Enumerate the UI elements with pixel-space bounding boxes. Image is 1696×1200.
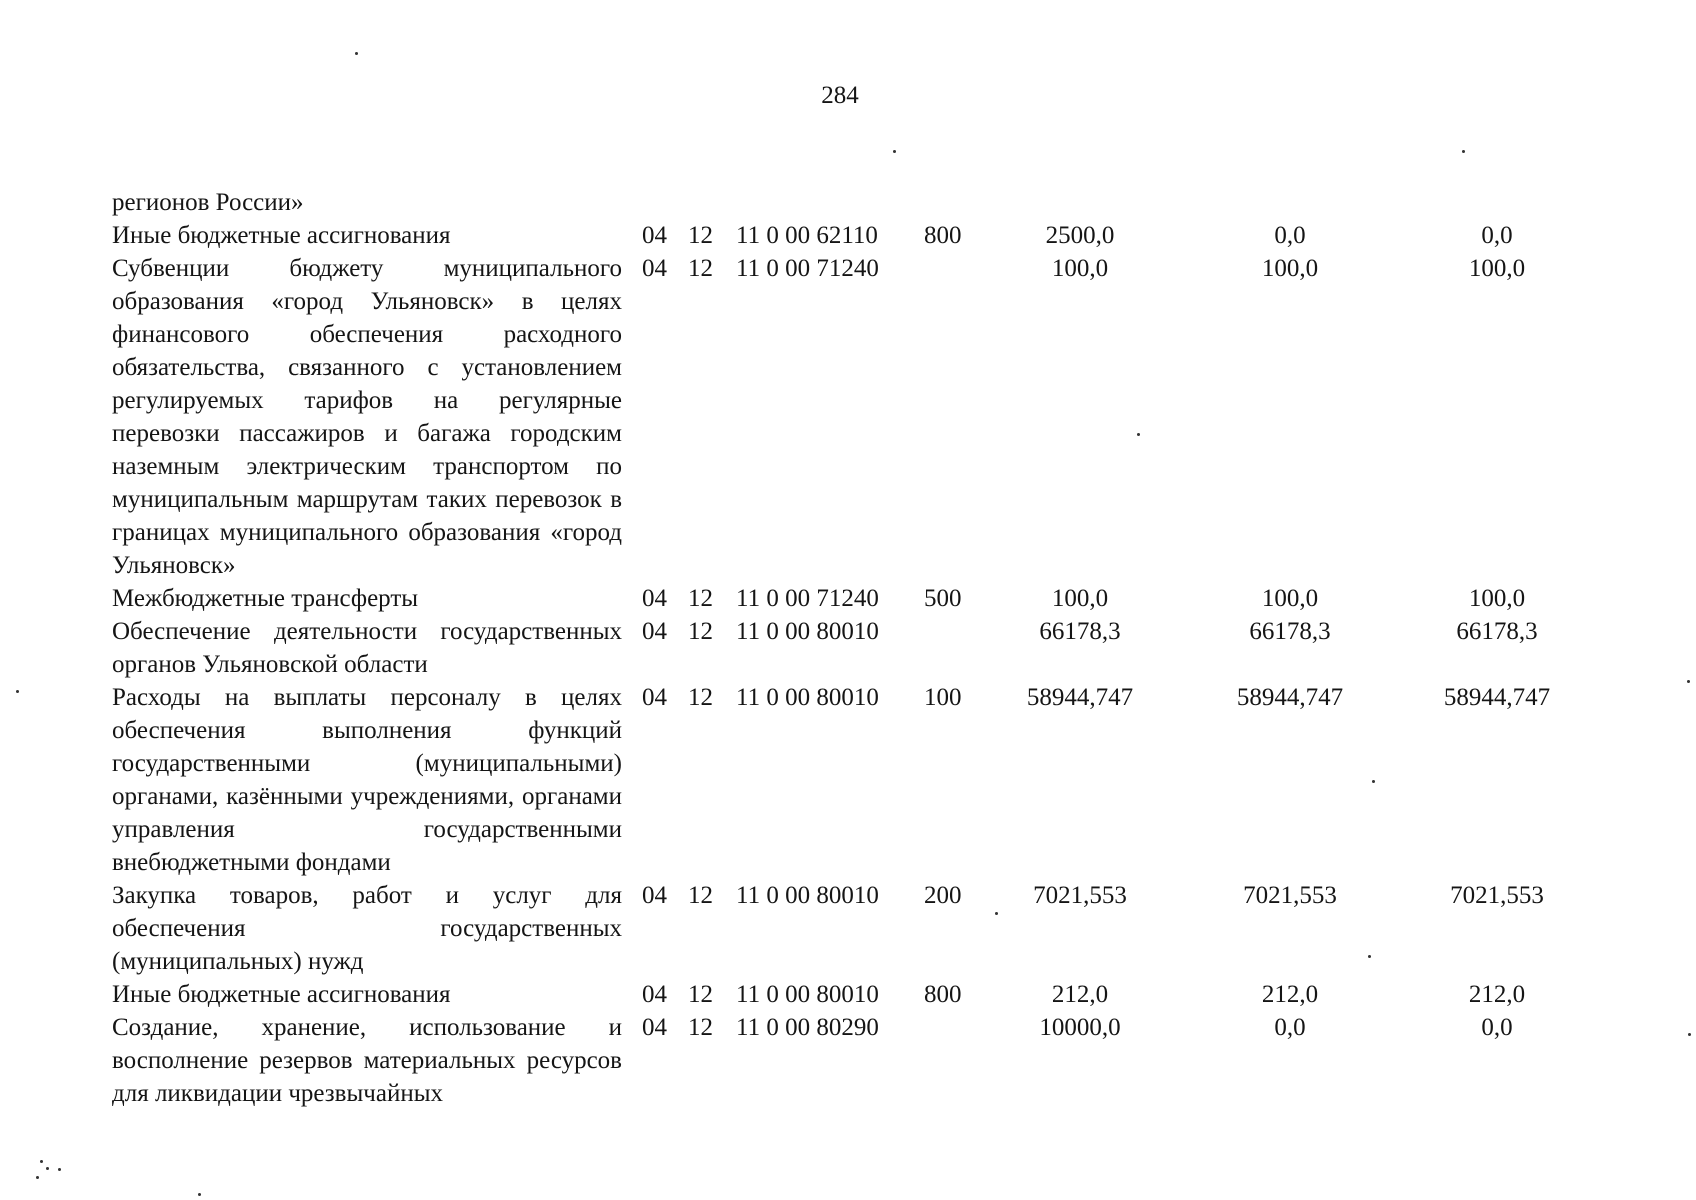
section-code: 04 [642, 1014, 667, 1041]
amount-year-1: 7021,553 [1033, 882, 1127, 909]
amount-year-1: 100,0 [1051, 255, 1109, 282]
scan-speck [1687, 680, 1690, 683]
amount-year-2: 100,0 [1261, 585, 1319, 612]
amount-year-1: 2500,0 [1045, 222, 1115, 249]
subsection-code: 12 [688, 882, 713, 909]
subsection-code: 12 [688, 222, 713, 249]
table-row [112, 252, 1572, 582]
amount-year-1: 66178,3 [1039, 618, 1121, 645]
table-row [112, 582, 1572, 615]
section-code: 04 [642, 222, 667, 249]
section-code: 04 [642, 585, 667, 612]
amount-year-3: 100,0 [1468, 255, 1526, 282]
amount-year-3: 7021,553 [1450, 882, 1544, 909]
row-description: Расходы на выплаты персоналу в целях обеспечения выполнения функций государственными (муниципальными) органами, казёнными учреждениями, органами управления государственными внебюджетными фондами [112, 684, 622, 876]
target-article-code: 11 0 00 80010 [736, 882, 879, 909]
amount-year-2: 58944,747 [1236, 684, 1344, 711]
amount-year-2: 0,0 [1274, 1014, 1306, 1041]
scan-speck [58, 1168, 61, 1171]
target-article-code: 11 0 00 71240 [736, 585, 879, 612]
amount-year-3: 58944,747 [1443, 684, 1551, 711]
subsection-code: 12 [688, 684, 713, 711]
table-row [112, 219, 1572, 252]
row-description: Межбюджетные трансферты [112, 585, 419, 612]
row-description: Субвенции бюджету муниципального образования «город Ульяновск» в целях финансового обеспечения расходного обязательства, связанного с установлением регулируемых тарифов на регулярные перевозки пассажиров и багажа городским наземным электрическим транспортом по муниципальным маршрутам таких перевозок в границах муниципального образования «город Ульяновск» [112, 255, 622, 579]
scan-speck [198, 1193, 201, 1196]
amount-year-1: 212,0 [1051, 981, 1109, 1008]
scan-speck [1137, 433, 1140, 436]
table-row [112, 879, 1572, 978]
amount-year-1: 58944,747 [1026, 684, 1134, 711]
table-row [112, 186, 1572, 219]
row-description: Иные бюджетные ассигнования [112, 981, 451, 1008]
subsection-code: 12 [688, 981, 713, 1008]
amount-year-1: 100,0 [1051, 585, 1109, 612]
expense-type-code: 500 [924, 585, 962, 612]
target-article-code: 11 0 00 80290 [736, 1014, 879, 1041]
scan-speck [16, 690, 19, 693]
scan-speck [36, 1176, 39, 1179]
table-row [112, 978, 1572, 1011]
row-description: Закупка товаров, работ и услуг для обеспечения государственных (муниципальных) нужд [112, 882, 622, 975]
row-description: Иные бюджетные ассигнования [112, 222, 451, 249]
page-number: 284 [821, 82, 859, 109]
row-description: регионов России» [112, 189, 304, 216]
table-row [112, 1011, 1572, 1110]
expense-type-code: 200 [924, 882, 962, 909]
target-article-code: 11 0 00 80010 [736, 684, 879, 711]
expense-type-code: 800 [924, 222, 962, 249]
section-code: 04 [642, 255, 667, 282]
expense-type-code: 800 [924, 981, 962, 1008]
scan-speck [46, 1167, 49, 1170]
scan-speck [355, 52, 358, 55]
amount-year-3: 0,0 [1481, 1014, 1513, 1041]
amount-year-2: 7021,553 [1243, 882, 1337, 909]
scan-speck [1368, 955, 1371, 958]
scan-speck [995, 912, 998, 915]
subsection-code: 12 [688, 255, 713, 282]
scan-speck [1462, 150, 1465, 153]
target-article-code: 11 0 00 62110 [736, 222, 878, 249]
row-description: Создание, хранение, использование и восполнение резервов материальных ресурсов для ликвидации чрезвычайных [112, 1014, 622, 1107]
section-code: 04 [642, 684, 667, 711]
scan-speck [1372, 780, 1375, 783]
scan-speck [893, 150, 896, 153]
subsection-code: 12 [688, 585, 713, 612]
amount-year-2: 100,0 [1261, 255, 1319, 282]
scan-speck [40, 1160, 43, 1163]
amount-year-3: 100,0 [1468, 585, 1526, 612]
table-row [112, 615, 1572, 681]
amount-year-2: 0,0 [1274, 222, 1306, 249]
amount-year-3: 0,0 [1481, 222, 1513, 249]
table-row [112, 681, 1572, 879]
subsection-code: 12 [688, 1014, 713, 1041]
target-article-code: 11 0 00 71240 [736, 255, 879, 282]
target-article-code: 11 0 00 80010 [736, 981, 879, 1008]
section-code: 04 [642, 882, 667, 909]
amount-year-1: 10000,0 [1039, 1014, 1121, 1041]
amount-year-2: 66178,3 [1249, 618, 1331, 645]
section-code: 04 [642, 981, 667, 1008]
target-article-code: 11 0 00 80010 [736, 618, 879, 645]
subsection-code: 12 [688, 618, 713, 645]
row-description: Обеспечение деятельности государственных органов Ульяновской области [112, 618, 622, 678]
budget-table [112, 186, 1572, 1110]
expense-type-code: 100 [924, 684, 962, 711]
amount-year-3: 66178,3 [1456, 618, 1538, 645]
amount-year-2: 212,0 [1261, 981, 1319, 1008]
section-code: 04 [642, 618, 667, 645]
scan-speck [1688, 1033, 1691, 1036]
amount-year-3: 212,0 [1468, 981, 1526, 1008]
